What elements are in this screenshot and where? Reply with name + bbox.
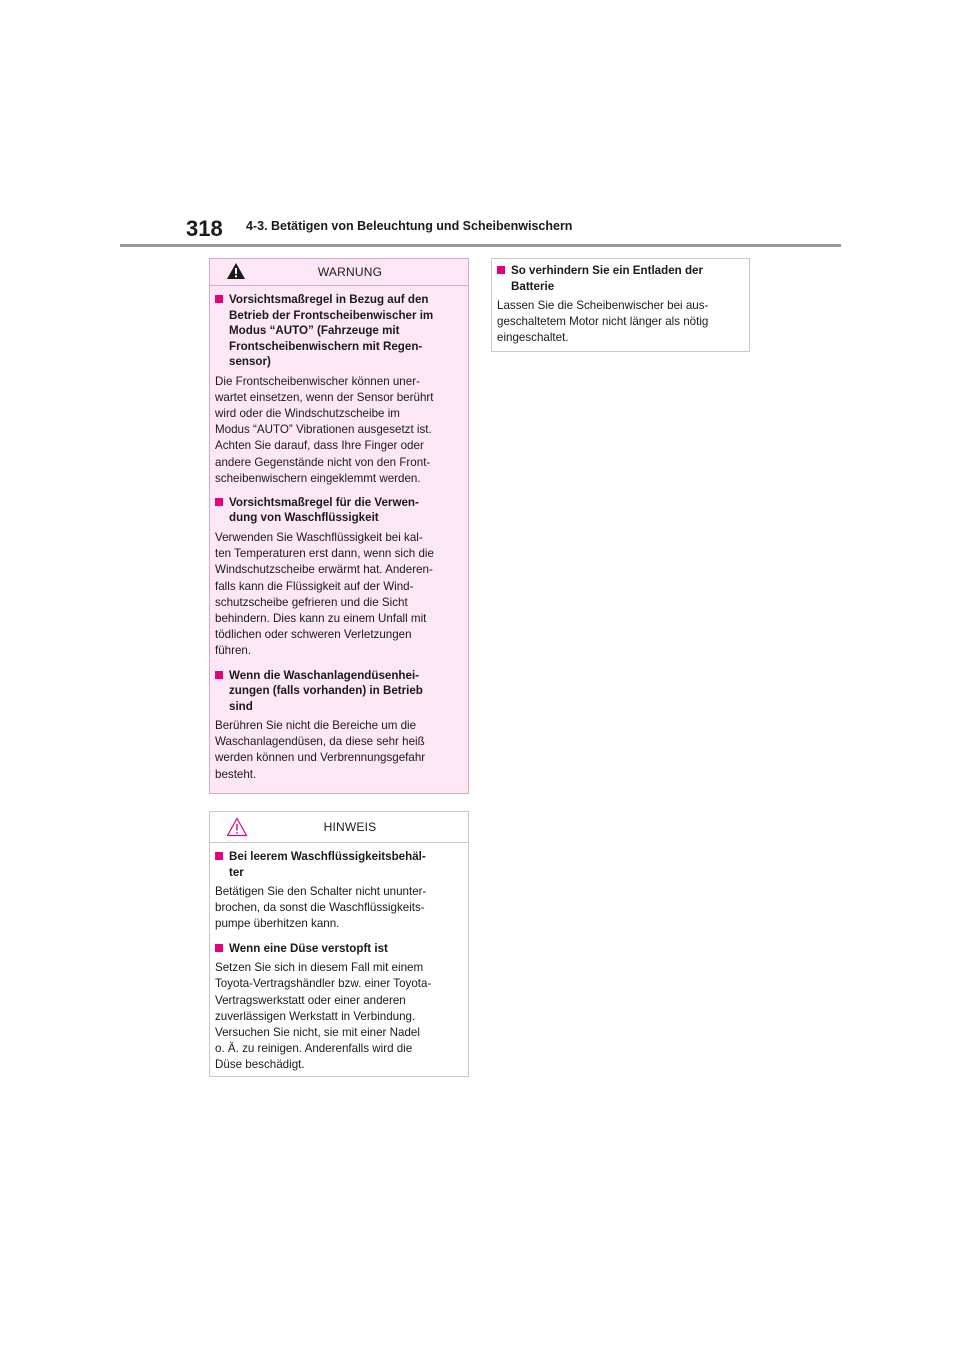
item-paragraph-line: Verwenden Sie Waschflüssigkeit bei kal- bbox=[215, 530, 423, 544]
list-item bbox=[215, 849, 460, 933]
item-paragraph-line: werden können und Verbrennungsgefahr bbox=[215, 751, 426, 765]
header-rule bbox=[120, 244, 841, 247]
item-paragraph-line: Versuchen Sie nicht, sie mit einer Nadel bbox=[215, 1025, 420, 1039]
item-heading-line: Vorsichtsmaßregel in Bezug auf den bbox=[229, 293, 429, 306]
item-paragraph-line: tödlichen oder schweren Verletzungen bbox=[215, 628, 412, 642]
item-heading bbox=[215, 849, 460, 880]
item-paragraph-line: ten Temperaturen erst dann, wenn sich die bbox=[215, 547, 434, 561]
warning-box bbox=[209, 258, 469, 794]
item-heading-line: sind bbox=[229, 699, 253, 713]
item-heading-line: Wenn die Waschanlagendüsenhei- bbox=[229, 668, 420, 682]
item-paragraph-line: Toyota-Vertragshändler bzw. einer Toyota- bbox=[215, 977, 432, 991]
item-paragraph-line: scheibenwischern eingeklemmt werden. bbox=[215, 471, 421, 485]
item-heading-line: Modus “AUTO” (Fahrzeuge mit bbox=[229, 324, 400, 337]
item-paragraph-line: Achten Sie darauf, dass Ihre Finger oder bbox=[215, 439, 424, 453]
square-bullet-icon bbox=[497, 266, 505, 274]
item-paragraph-line: Windschutzscheibe erwärmt hat. Anderen- bbox=[215, 563, 433, 577]
item-paragraph-line: eingeschaltet. bbox=[497, 331, 569, 345]
square-bullet-icon bbox=[215, 852, 223, 860]
item-heading-line: Bei leerem Waschflüssigkeitsbehäl- bbox=[229, 850, 426, 863]
item-paragraph-line: wird oder die Windschutzscheibe im bbox=[215, 406, 400, 420]
item-heading bbox=[215, 941, 460, 957]
square-bullet-icon bbox=[215, 944, 223, 952]
note-box-header bbox=[210, 812, 468, 843]
warning-heading: WARNUNG bbox=[317, 265, 383, 279]
item-paragraph-line: wartet einsetzen, wenn der Sensor berührt bbox=[215, 390, 434, 404]
item-paragraph-line: schutzscheibe gefrieren und die Sicht bbox=[215, 595, 408, 609]
item-paragraph bbox=[215, 884, 460, 933]
item-paragraph-line: Berühren Sie nicht die Bereiche um die bbox=[215, 719, 417, 733]
note-box-body bbox=[210, 843, 468, 1074]
item-heading-line: ter bbox=[229, 865, 244, 879]
square-bullet-icon bbox=[215, 295, 223, 303]
page-number: 318 bbox=[186, 216, 223, 241]
item-paragraph-line: brochen, da sonst die Waschflüssigkeits- bbox=[215, 901, 425, 915]
list-item bbox=[215, 292, 460, 487]
warning-triangle-icon bbox=[226, 262, 246, 283]
list-item bbox=[497, 263, 741, 347]
item-heading bbox=[215, 495, 460, 526]
item-paragraph bbox=[215, 530, 460, 660]
item-paragraph-line: besteht. bbox=[215, 767, 257, 781]
item-paragraph-line: Düse beschädigt. bbox=[215, 1058, 305, 1072]
item-paragraph-line: andere Gegenstände nicht von den Front- bbox=[215, 455, 431, 469]
item-heading-line: Frontscheibenwischern mit Regen- bbox=[229, 339, 423, 353]
item-paragraph-line: Die Frontscheibenwischer können uner- bbox=[215, 374, 420, 388]
item-paragraph-line: führen. bbox=[215, 644, 252, 658]
warning-box-body bbox=[210, 286, 468, 783]
item-paragraph bbox=[215, 960, 460, 1073]
item-heading-line: Batterie bbox=[511, 279, 555, 293]
section-title: 4-3. Betätigen von Beleuchtung und Scheibenwischern bbox=[246, 219, 573, 233]
note-box bbox=[209, 811, 469, 1077]
item-paragraph-line: Waschanlagendüsen, da diese sehr heiß bbox=[215, 735, 425, 749]
list-item bbox=[215, 668, 460, 783]
item-paragraph-line: Setzen Sie sich in diesem Fall mit einem bbox=[215, 961, 424, 975]
item-heading-line: Vorsichtsmaßregel für die Verwen- bbox=[229, 495, 419, 509]
item-heading-line: zungen (falls vorhanden) in Betrieb bbox=[229, 684, 423, 698]
square-bullet-icon bbox=[215, 671, 223, 679]
item-paragraph-line: Lassen Sie die Scheibenwischer bei aus- bbox=[497, 299, 709, 312]
battery-info-body bbox=[492, 259, 749, 347]
item-heading-line: sensor) bbox=[229, 355, 271, 368]
item-heading-line: Wenn eine Düse verstopft ist bbox=[229, 941, 388, 955]
warning-box-header bbox=[210, 259, 468, 286]
item-paragraph-line: geschaltetem Motor nicht länger als nötig bbox=[497, 315, 709, 329]
item-paragraph-line: zuverlässigen Werkstatt in Verbindung. bbox=[215, 1009, 416, 1023]
item-heading-line: Betrieb der Frontscheibenwischer im bbox=[229, 308, 434, 322]
item-heading-line: dung von Waschflüssigkeit bbox=[229, 511, 379, 525]
item-heading bbox=[215, 668, 460, 715]
item-paragraph-line: pumpe überhitzen kann. bbox=[215, 917, 340, 931]
item-paragraph-line: Modus “AUTO” Vibrationen ausgesetzt ist. bbox=[215, 423, 432, 437]
item-paragraph bbox=[215, 374, 460, 487]
square-bullet-icon bbox=[215, 498, 223, 506]
item-paragraph bbox=[215, 718, 460, 783]
item-paragraph-line: falls kann die Flüssigkeit auf der Wind- bbox=[215, 579, 414, 593]
list-item bbox=[215, 495, 460, 660]
item-paragraph-line: behindern. Dies kann zu einem Unfall mit bbox=[215, 611, 427, 625]
item-heading bbox=[497, 263, 741, 294]
battery-info-box bbox=[491, 258, 750, 352]
item-paragraph-line: Vertragswerkstatt oder einer anderen bbox=[215, 993, 406, 1007]
notice-triangle-icon bbox=[226, 817, 248, 840]
item-paragraph-line: o. Ä. zu reinigen. Anderenfalls wird die bbox=[215, 1042, 413, 1056]
item-heading bbox=[215, 292, 460, 370]
item-heading-line: So verhindern Sie ein Entladen der bbox=[511, 264, 703, 277]
list-item bbox=[215, 941, 460, 1074]
note-heading: HINWEIS bbox=[323, 820, 377, 834]
item-paragraph bbox=[497, 298, 741, 347]
item-paragraph-line: Betätigen Sie den Schalter nicht ununter- bbox=[215, 885, 427, 898]
